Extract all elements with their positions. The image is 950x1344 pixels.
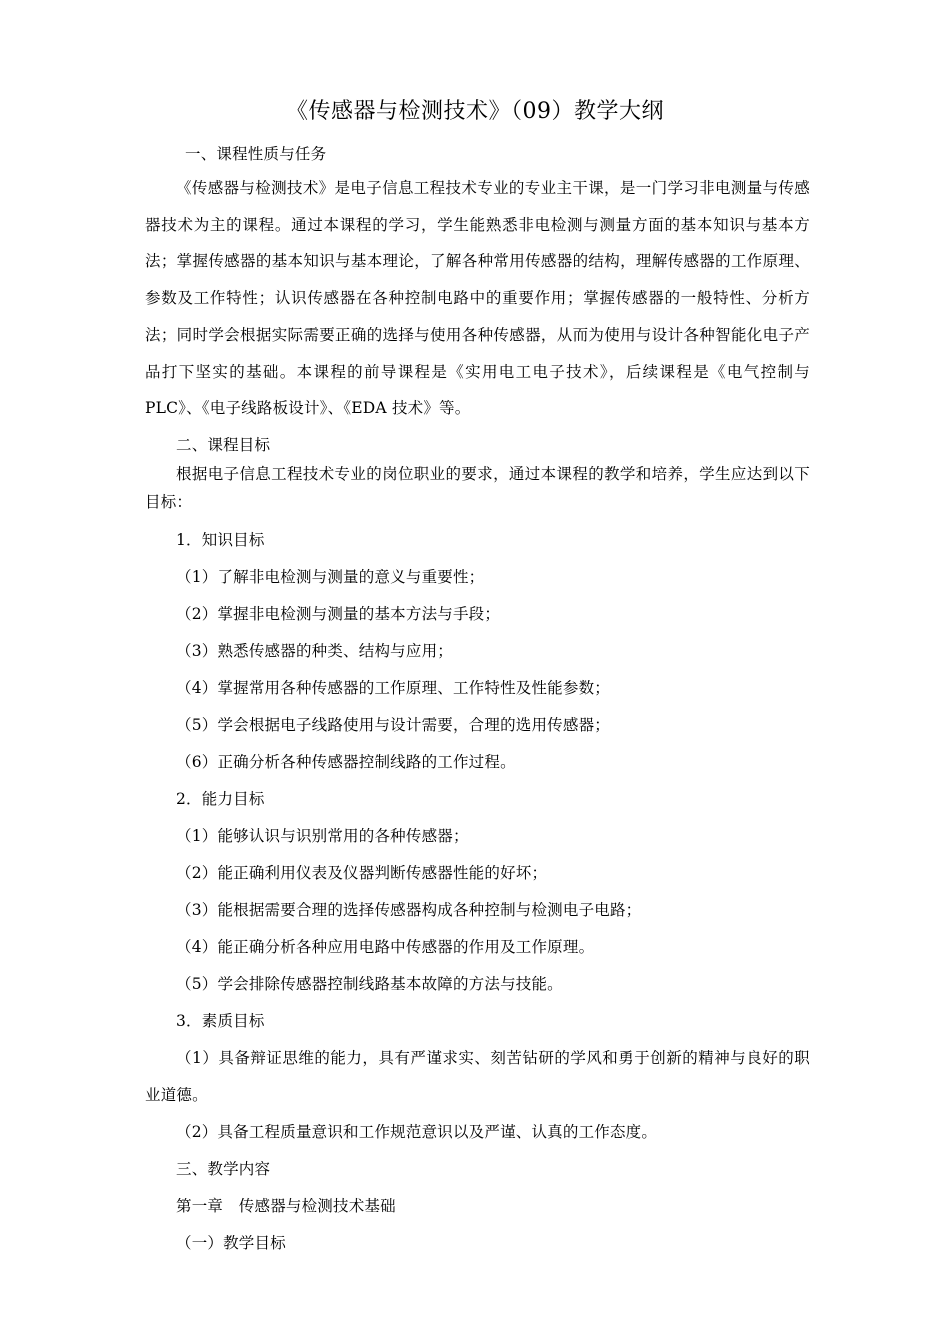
ability-goal-item: （3）能根据需要合理的选择传感器构成各种控制与检测电子电路； bbox=[176, 900, 642, 919]
knowledge-goal-item: （1）了解非电检测与测量的意义与重要性； bbox=[176, 567, 485, 586]
knowledge-goals-heading: 1．知识目标 bbox=[176, 530, 265, 549]
ability-goals-heading: 2．能力目标 bbox=[176, 789, 265, 808]
quality-goal-item: （1）具备辩证思维的能力，具有严谨求实、刻苦钻研的学风和勇于创新的精神与良好的职业道德。 bbox=[145, 1048, 810, 1104]
quality-goal-item: （2）具备工程质量意识和工作规范意识以及严谨、认真的工作态度。 bbox=[176, 1122, 658, 1141]
ability-goal-item: （4）能正确分析各种应用电路中传感器的作用及工作原理。 bbox=[176, 937, 595, 956]
ability-goal-item: （5）学会排除传感器控制线路基本故障的方法与技能。 bbox=[176, 974, 563, 993]
knowledge-goal-item: （4）掌握常用各种传感器的工作原理、工作特性及性能参数； bbox=[176, 678, 610, 697]
chapter-subheading: （一）教学目标 bbox=[176, 1233, 286, 1252]
ability-goal-item: （1）能够认识与识别常用的各种传感器； bbox=[176, 826, 469, 845]
knowledge-goal-item: （3）熟悉传感器的种类、结构与应用； bbox=[176, 641, 453, 660]
ability-goal-item: （2）能正确利用仪表及仪器判断传感器性能的好坏； bbox=[176, 863, 548, 882]
course-nature-paragraph: 《传感器与检测技术》是电子信息工程技术专业的专业主干课，是一门学习非电测量与传感器技术为主的课程。通过本课程的学习，学生能熟悉非电检测与测量方面的基本知识与基本方法；掌握传感器的基本知识与基本理论，了解各种常用传感器的结构，理解传感器的工作原理、参数及工作特性；认识传感器在各种控制电路中的重要作用；掌握传感器的一般特性、分析方法；同时学会根据实际需要正确的选择与使用各种传感器，从而为使用与设计各种智能化电子产品打下坚实的基础。本课程的前导课程是《实用电工电子技术》，后续课程是《电气控制与 PLC》、《电子线路板设计》、《EDA 技术》等。 bbox=[145, 179, 810, 418]
knowledge-goal-item: （5）学会根据电子线路使用与设计需要，合理的选用传感器； bbox=[176, 715, 610, 734]
chapter-heading: 第一章 传感器与检测技术基础 bbox=[176, 1196, 396, 1215]
quality-goals-heading: 3．素质目标 bbox=[176, 1011, 265, 1030]
document-body bbox=[145, 140, 810, 1262]
document-title: 《传感器与检测技术》（09）教学大纲 bbox=[286, 99, 664, 124]
knowledge-goal-item: （6）正确分析各种传感器控制线路的工作过程。 bbox=[176, 752, 516, 771]
course-goals-intro: 根据电子信息工程技术专业的岗位职业的要求，通过本课程的教学和培养，学生应达到以下目标： bbox=[145, 464, 810, 511]
section-heading-course-goals: 二、课程目标 bbox=[176, 435, 271, 454]
knowledge-goal-item: （2）掌握非电检测与测量的基本方法与手段； bbox=[176, 604, 501, 623]
section-heading-course-nature: 一、课程性质与任务 bbox=[185, 145, 327, 163]
section-heading-teaching-content: 三、教学内容 bbox=[176, 1159, 271, 1178]
